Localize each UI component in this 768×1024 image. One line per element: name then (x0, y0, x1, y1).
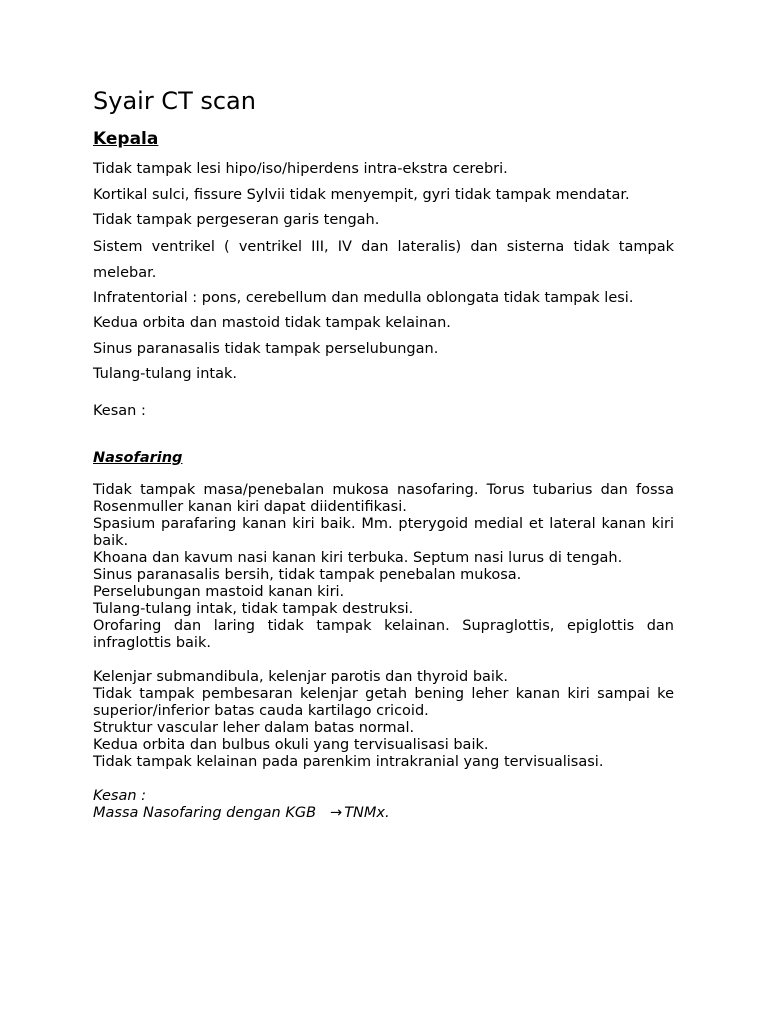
kepala-finding: Tidak tampak lesi hipo/iso/hiperdens intra-ekstra cerebri. (93, 161, 508, 177)
nasofaring-kesan-label: Kesan : (93, 788, 147, 804)
nasofaring-findings (93, 482, 674, 652)
neck-findings (93, 669, 674, 771)
right-arrow-icon: → (330, 805, 343, 821)
neck-finding: Tidak tampak kelainan pada parenkim intrakranial yang tervisualisasi. (93, 754, 604, 770)
kesan-result: TNMx. (344, 805, 390, 821)
nasofaring-finding: Khoana dan kavum nasi kanan kiri terbuka. Septum nasi lurus di tengah. (93, 550, 623, 566)
kepala-finding: Sinus paranasalis tidak tampak perselubungan. (93, 340, 439, 357)
kepala-finding: Infratentorial : pons, cerebellum dan medulla oblongata tidak tampak lesi. (93, 289, 634, 306)
nasofaring-finding: Perselubungan mastoid kanan kiri. (93, 584, 345, 600)
neck-finding: Kedua orbita dan bulbus okuli yang tervisualisasi baik. (93, 737, 489, 753)
neck-finding: Kelenjar submandibula, kelenjar parotis dan thyroid baik. (93, 669, 508, 685)
neck-finding: Tidak tampak pembesaran kelenjar getah bening leher kanan kiri sampai ke superior/inferior batas cauda kartilago cricoid. (93, 686, 674, 719)
kepala-finding: Kortikal sulci, fissure Sylvii tidak menyempit, gyri tidak tampak mendatar. (93, 186, 630, 203)
document-title: Syair CT scan (93, 87, 256, 115)
nasofaring-finding: Spasium parafaring kanan kiri baik. Mm. pterygoid medial et lateral kanan kiri baik. (93, 516, 674, 549)
kepala-finding: Tulang-tulang intak. (93, 366, 237, 382)
section-heading-kepala: Kepala (93, 129, 159, 149)
kepala-kesan-label: Kesan : (93, 403, 146, 419)
kesan-text: Massa Nasofaring dengan KGB (93, 805, 317, 821)
nasofaring-finding: Tulang-tulang intak, tidak tampak destruksi. (93, 601, 414, 617)
kepala-findings (93, 157, 674, 388)
neck-finding: Struktur vascular leher dalam batas normal. (93, 720, 415, 736)
nasofaring-kesan (93, 788, 390, 822)
nasofaring-finding: Sinus paranasalis bersih, tidak tampak penebalan mukosa. (93, 567, 522, 583)
kepala-finding: Tidak tampak pergeseran garis tengah. (93, 212, 380, 228)
nasofaring-kesan-conclusion (93, 805, 390, 822)
kepala-finding: Sistem ventrikel ( ventrikel III, IV dan lateralis) dan sisterna tidak tampak melebar. (93, 238, 674, 281)
nasofaring-finding: Tidak tampak masa/penebalan mukosa nasofaring. Torus tubarius dan fossa Rosenmuller kanan kiri dapat diidentifikasi. (93, 482, 674, 515)
nasofaring-finding: Orofaring dan laring tidak tampak kelainan. Supraglottis, epiglottis dan infraglottis baik. (93, 618, 674, 651)
section-heading-nasofaring: Nasofaring (93, 450, 183, 466)
kepala-finding: Kedua orbita dan mastoid tidak tampak kelainan. (93, 315, 451, 331)
